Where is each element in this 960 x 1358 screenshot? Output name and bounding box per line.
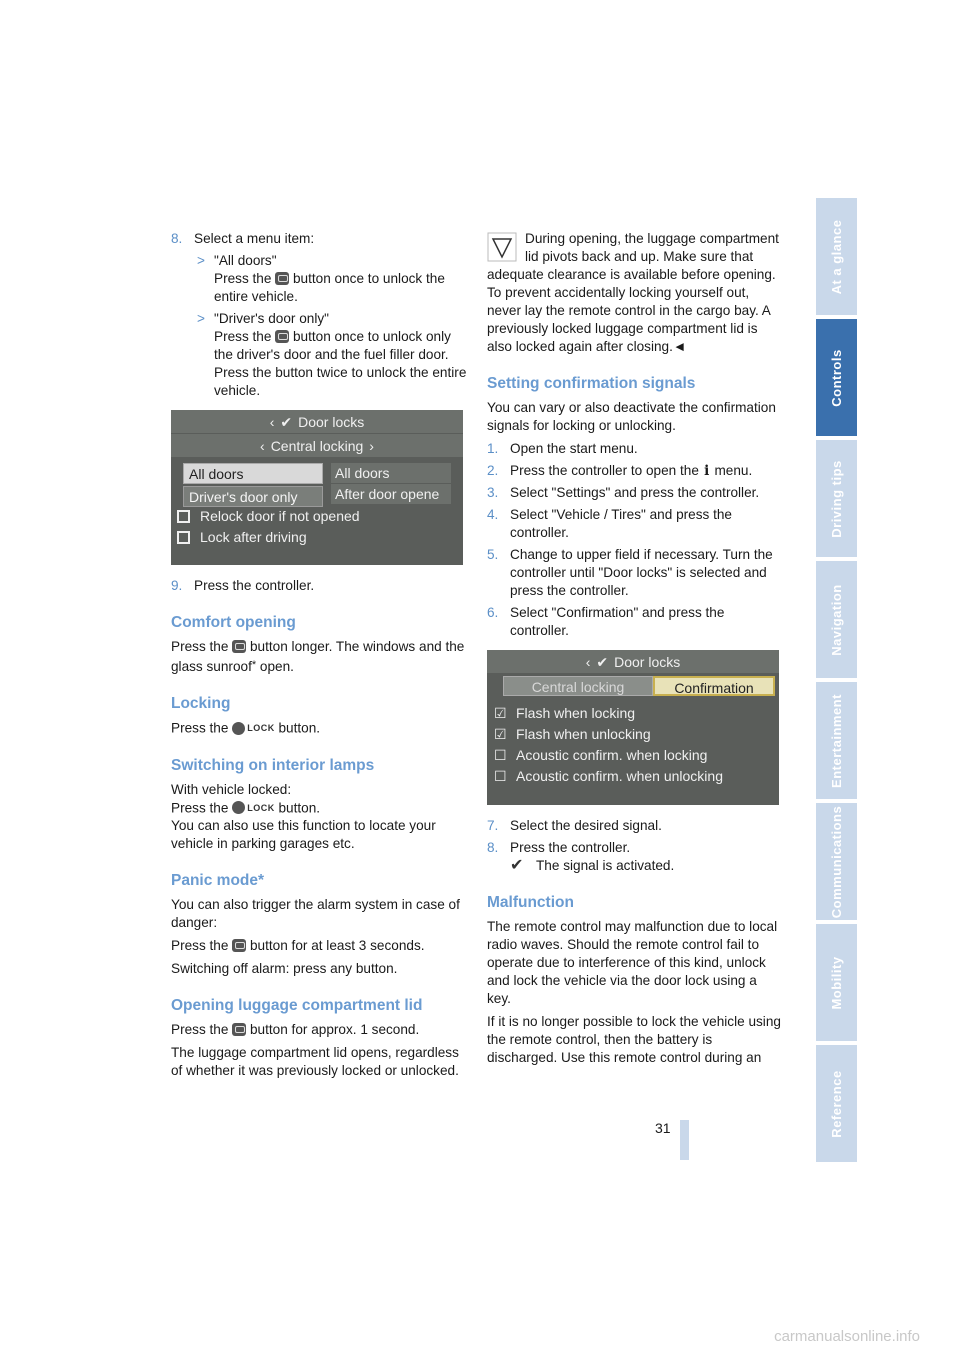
chevron-right-icon: ›	[369, 437, 374, 454]
tab-navigation[interactable]	[816, 561, 857, 678]
tab-entertainment[interactable]	[816, 682, 857, 799]
step-number: 9.	[171, 578, 183, 593]
page-number: 31	[655, 1120, 671, 1136]
text-part: button.	[278, 800, 321, 815]
step-text: Select a menu item:	[194, 231, 315, 246]
comfort-text	[171, 638, 467, 676]
warning-note	[487, 230, 783, 356]
tab-confirmation[interactable]: Confirmation	[653, 676, 775, 696]
step-number: 3.	[487, 485, 499, 500]
step-text: Select "Vehicle / Tires" and press the controller.	[510, 507, 732, 540]
confirm-step-3	[487, 484, 783, 502]
signal-item[interactable]	[487, 702, 779, 723]
confirm-step-2	[487, 462, 783, 480]
screen-header	[171, 410, 463, 433]
signal-label: Acoustic confirm. when unlocking	[516, 767, 723, 784]
step-text: Open the start menu.	[510, 441, 638, 456]
panic-text-2	[171, 937, 467, 955]
signal-label: Acoustic confirm. when locking	[516, 746, 708, 763]
warning-triangle-icon	[487, 232, 517, 262]
tab-communications[interactable]	[816, 803, 857, 920]
checkbox-icon: ☐	[494, 767, 507, 784]
tab-label: Mobility	[828, 955, 844, 1010]
lock-button-icon	[232, 799, 275, 817]
panic-text-1: You can also trigger the alarm system in case of danger:	[171, 897, 460, 930]
right-column	[487, 230, 783, 1072]
heading-malfunction: Malfunction	[487, 894, 574, 911]
heading-panic-mode: Panic mode*	[171, 872, 265, 889]
tab-reference[interactable]	[816, 1045, 857, 1162]
heading-locking: Locking	[171, 695, 231, 712]
step-number: 8.	[171, 231, 183, 246]
checkmark-icon: ✔	[510, 857, 524, 874]
step-number: 7.	[487, 818, 499, 833]
checkbox-icon	[177, 531, 190, 544]
tab-label: Navigation	[828, 583, 844, 656]
tab-label: Entertainment	[828, 693, 844, 788]
text-part: Press the	[171, 800, 229, 815]
step-text: Change to upper field if necessary. Turn the controller until "Door locks" is selected and press the controller.	[510, 547, 773, 598]
chevron-left-icon: ‹	[269, 413, 275, 430]
step-text: menu.	[714, 463, 753, 478]
step-number: 8.	[487, 840, 499, 855]
checkbox-icon: ☐	[494, 746, 507, 763]
step-text: Press the controller to open the	[510, 463, 699, 478]
right-option[interactable]: All doors	[331, 463, 451, 483]
screen-header-label: Door locks	[614, 653, 681, 670]
text-part: button.	[278, 720, 321, 736]
luggage-text-1	[171, 1021, 467, 1039]
unlock-button-icon	[275, 330, 289, 343]
malfunction-text-1: The remote control may malfunction due to local radio waves. Should the remote control fail to operate due to interference of this kind, unlock and lock the vehicle via the door lock using a key.	[487, 919, 778, 1006]
signal-step-8	[487, 839, 783, 875]
chevron-left-icon: ‹	[585, 653, 591, 670]
trunk-button-icon	[232, 1023, 246, 1036]
step-9	[171, 577, 467, 595]
malfunction-text-2: If it is no longer possible to lock the vehicle using the remote control, then the battery is discharged. Use this remote control during an	[487, 1014, 781, 1065]
confirm-intro: You can vary or also deactivate the confirmation signals for locking or unlocking.	[487, 400, 776, 433]
signal-item[interactable]	[487, 744, 779, 765]
signal-label: Flash when unlocking	[516, 725, 651, 742]
step-text: Press the controller.	[510, 840, 631, 855]
screen-header	[487, 650, 779, 673]
tab-label: At a glance	[828, 219, 844, 294]
tab-driving-tips[interactable]	[816, 440, 857, 557]
right-option[interactable]: After door opene	[331, 484, 451, 504]
checkbox-icon	[177, 510, 190, 523]
heading-interior-lamps: Switching on interior lamps	[171, 756, 375, 774]
option-desc	[214, 328, 467, 400]
check-car-icon: ✔	[280, 413, 293, 430]
confirm-step-5	[487, 546, 783, 600]
signal-item[interactable]	[487, 765, 779, 786]
confirm-step-6	[487, 604, 783, 640]
chevron-left-icon: ‹	[260, 437, 265, 454]
step-number: 1.	[487, 441, 499, 456]
unlock-button-icon	[232, 640, 246, 653]
text-part: Press the	[171, 639, 229, 654]
check-car-icon: ✔	[596, 653, 609, 670]
text-part: You can also use this function to locate your vehicle in parking garages etc.	[171, 818, 436, 851]
signal-item[interactable]	[487, 723, 779, 744]
screen-tabbar	[503, 676, 775, 696]
tab-label: Communications	[828, 805, 844, 918]
option-item[interactable]: Driver's door only	[183, 486, 323, 507]
screen-subheader-label: Central locking	[270, 437, 364, 454]
option-list	[183, 463, 323, 507]
desc-part: button once to unlock only the driver's door and the fuel filler door. Press the button twice to unlock the entire vehicle.	[214, 329, 467, 398]
text-part: button longer. The windows and the glass sunroof	[171, 639, 465, 674]
text-part: Press the	[171, 1022, 229, 1037]
screen-subheader	[171, 434, 463, 457]
bullet-arrow-icon: >	[197, 253, 205, 268]
desc-part: Press the	[214, 329, 272, 344]
step-text: Select "Confirmation" and press the controller.	[510, 605, 725, 638]
step-text: Select "Settings" and press the controller.	[510, 485, 760, 500]
text-part: button for approx. 1 second.	[249, 1022, 420, 1037]
panic-button-icon	[232, 939, 246, 952]
lock-word: LOCK	[247, 802, 275, 813]
text-part: open.	[256, 659, 294, 674]
option-selected[interactable]: All doors	[183, 463, 323, 484]
desc-part: Press the	[214, 271, 272, 286]
footer-watermark: carmanualsonline.info	[774, 1328, 920, 1345]
bullet-arrow-icon: >	[197, 311, 205, 326]
lock-word: LOCK	[247, 723, 275, 733]
warning-text-2: To prevent accidentally locking yourself out, never lay the remote control in the cargo bay. A previously locked luggage compartment lid is also locked again after closing.	[487, 285, 771, 354]
end-mark: ◄	[672, 339, 687, 354]
step-text: Select the desired signal.	[510, 818, 662, 833]
checkmark-icon: ☑	[494, 725, 507, 742]
interior-text	[171, 781, 467, 854]
locking-text	[171, 719, 467, 738]
option-desc	[214, 270, 467, 306]
door-locks-screenshot	[171, 410, 463, 565]
step-number: 4.	[487, 507, 499, 522]
tab-mobility[interactable]	[816, 924, 857, 1041]
tab-at-a-glance[interactable]	[816, 198, 857, 315]
tab-label: Driving tips	[828, 459, 844, 538]
confirmation-screenshot	[487, 650, 779, 805]
checkmark-icon: ☑	[494, 704, 507, 721]
tab-central-locking[interactable]: Central locking	[503, 676, 653, 696]
text-part: Press the	[171, 720, 229, 736]
tab-label: Reference	[828, 1069, 844, 1138]
right-option-list	[331, 463, 451, 505]
warning-text: During opening, the luggage compartment lid pivots back and up. Make sure that adequate clearance is available before opening.	[487, 231, 779, 282]
tab-controls[interactable]	[816, 319, 857, 436]
checkbox-row[interactable]	[177, 506, 360, 526]
lock-button-icon	[232, 719, 275, 737]
option-title: "Driver's door only"	[214, 311, 329, 326]
heading-confirmation-signals: Setting confirmation signals	[487, 375, 696, 392]
step-8	[171, 230, 467, 248]
confirm-step-1	[487, 440, 783, 458]
text-part: Press the	[171, 938, 229, 953]
step-number: 6.	[487, 605, 499, 620]
text-part: With vehicle locked:	[171, 781, 292, 797]
desc-part: button once to unlock the entire vehicle.	[214, 271, 445, 304]
panic-text-3: Switching off alarm: press any button.	[171, 961, 398, 976]
step-number: 5.	[487, 547, 499, 562]
option-all-doors	[193, 252, 467, 306]
signal-label: Flash when locking	[516, 704, 636, 721]
step-number: 2.	[487, 463, 499, 478]
left-column	[171, 230, 467, 1085]
optional-star: *	[251, 659, 257, 671]
text-part: button for at least 3 seconds.	[249, 938, 425, 953]
option-drivers-door	[193, 310, 467, 400]
option-title: "All doors"	[214, 253, 277, 268]
signal-step-7	[487, 817, 783, 835]
info-icon: i	[704, 463, 710, 479]
checkbox-row[interactable]	[177, 527, 307, 547]
confirm-step-4	[487, 506, 783, 542]
page-marker	[680, 1120, 689, 1160]
step-text: Press the controller.	[194, 578, 315, 593]
checkbox-label: Lock after driving	[200, 529, 307, 545]
tab-label: Controls	[828, 348, 844, 407]
section-tabs	[816, 198, 857, 1166]
heading-luggage-lid: Opening luggage compartment lid	[171, 997, 423, 1014]
step-result: The signal is activated.	[536, 858, 675, 873]
unlock-button-icon	[275, 272, 289, 285]
heading-comfort-opening: Comfort opening	[171, 614, 296, 631]
screen-header-label: Door locks	[298, 413, 365, 430]
luggage-text-2: The luggage compartment lid opens, regardless of whether it was previously locked or unlocked.	[171, 1045, 459, 1078]
checkbox-label: Relock door if not opened	[200, 508, 360, 524]
